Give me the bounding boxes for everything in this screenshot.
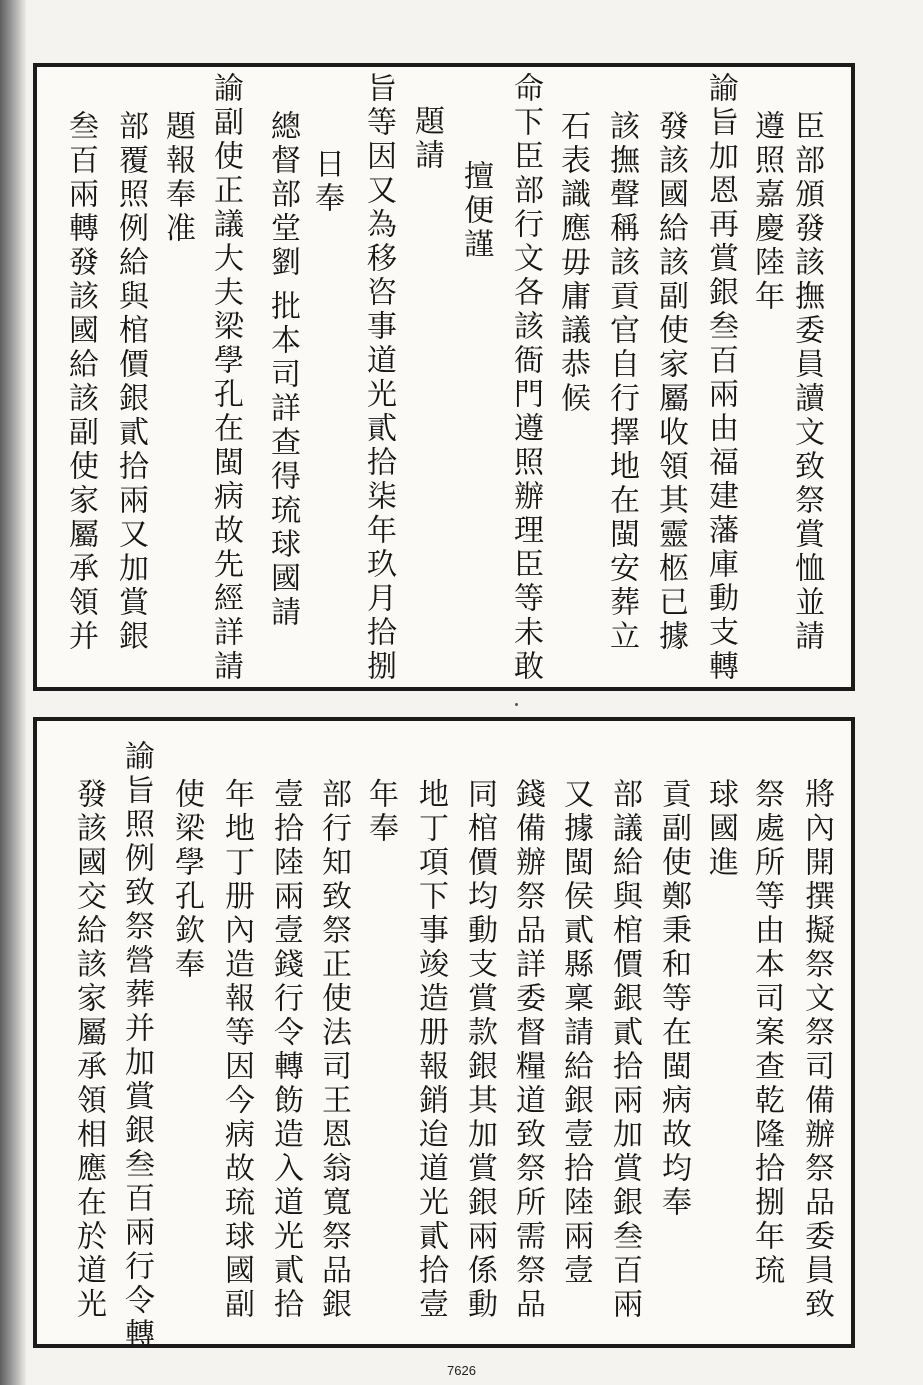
lower-text-column: 將內開撰擬祭文祭司備辦祭品委員致	[799, 778, 834, 1322]
lower-text-column: 地丁項下事竣造册報銷迨道光貳拾壹	[413, 778, 448, 1322]
lower-text-column: 發該國交給該家屬承領相應在於道光	[71, 778, 106, 1322]
lower-text-column: 又據閩侯貳縣稟請給銀壹拾陸兩壹	[558, 778, 593, 1288]
upper-text-column: 擅便謹	[458, 160, 493, 262]
upper-text-column: 發該國給該副使家屬收領其靈柩已據	[653, 110, 688, 654]
upper-text-column: 該撫聲稱該貢官自行擇地在閩安葬立	[604, 110, 639, 654]
lower-text-column: 同棺價均動支賞款銀其加賞銀兩係動	[462, 778, 497, 1322]
upper-text-column: 部覆照例給與棺價銀貳拾兩又加賞銀	[113, 110, 148, 654]
upper-text-column: 石表識應毋庸議恭候	[555, 110, 590, 416]
upper-text-column: 批本司詳查得琉球國請	[265, 290, 300, 630]
lower-text-column: 部行知致祭正使法司王恩翁寬祭品銀	[316, 778, 351, 1322]
ink-speck	[515, 703, 518, 706]
upper-text-column: 諭副使正議大夫梁學孔在閩病故先經詳請	[208, 72, 243, 684]
lower-text-column: 錢備辦祭品詳委督糧道致祭所需祭品	[510, 778, 545, 1322]
lower-text-column: 部議給與棺價銀貳拾兩加賞銀叁百兩	[607, 778, 642, 1322]
lower-text-column: 貢副使鄭秉和等在閩病故均奉	[656, 778, 691, 1220]
lower-text-column: 使梁學孔欽奉	[169, 778, 204, 982]
lower-text-column: 年奉	[363, 778, 398, 846]
upper-text-column: 遵照嘉慶陸年	[749, 110, 784, 314]
page-number: 7626	[447, 1363, 476, 1378]
upper-text-column: 旨等因又為移咨事道光貳拾柒年玖月拾捌	[361, 72, 396, 684]
upper-text-column: 總督部堂劉	[265, 110, 300, 280]
upper-text-column: 題報奉准	[160, 110, 195, 246]
lower-text-column: 球國進	[703, 778, 738, 880]
upper-text-column: 諭旨加恩再賞銀叁百兩由福建藩庫動支轉	[703, 72, 738, 684]
upper-text-column: 題請	[409, 105, 444, 173]
lower-text-column: 年地丁册內造報等因今病故琉球國副	[219, 778, 254, 1322]
upper-text-column: 叁百兩轉發該國給該副使家屬承領并	[63, 110, 98, 654]
lower-text-column: 壹拾陸兩壹錢行令轉飭造入道光貳拾	[268, 778, 303, 1322]
upper-text-column: 日奉	[309, 148, 344, 216]
book-spine-shadow	[0, 0, 26, 1385]
upper-text-column: 命下臣部行文各該衙門遵照辦理臣等未敢	[508, 72, 543, 684]
lower-text-column: 祭處所等由本司案查乾隆拾捌年琉	[749, 778, 784, 1288]
lower-text-column: 諭旨照例致祭營葬并加賞銀叁百兩行令轉	[119, 740, 154, 1352]
upper-text-column: 臣部頒發該撫委員讀文致祭賞恤並請	[789, 110, 824, 654]
